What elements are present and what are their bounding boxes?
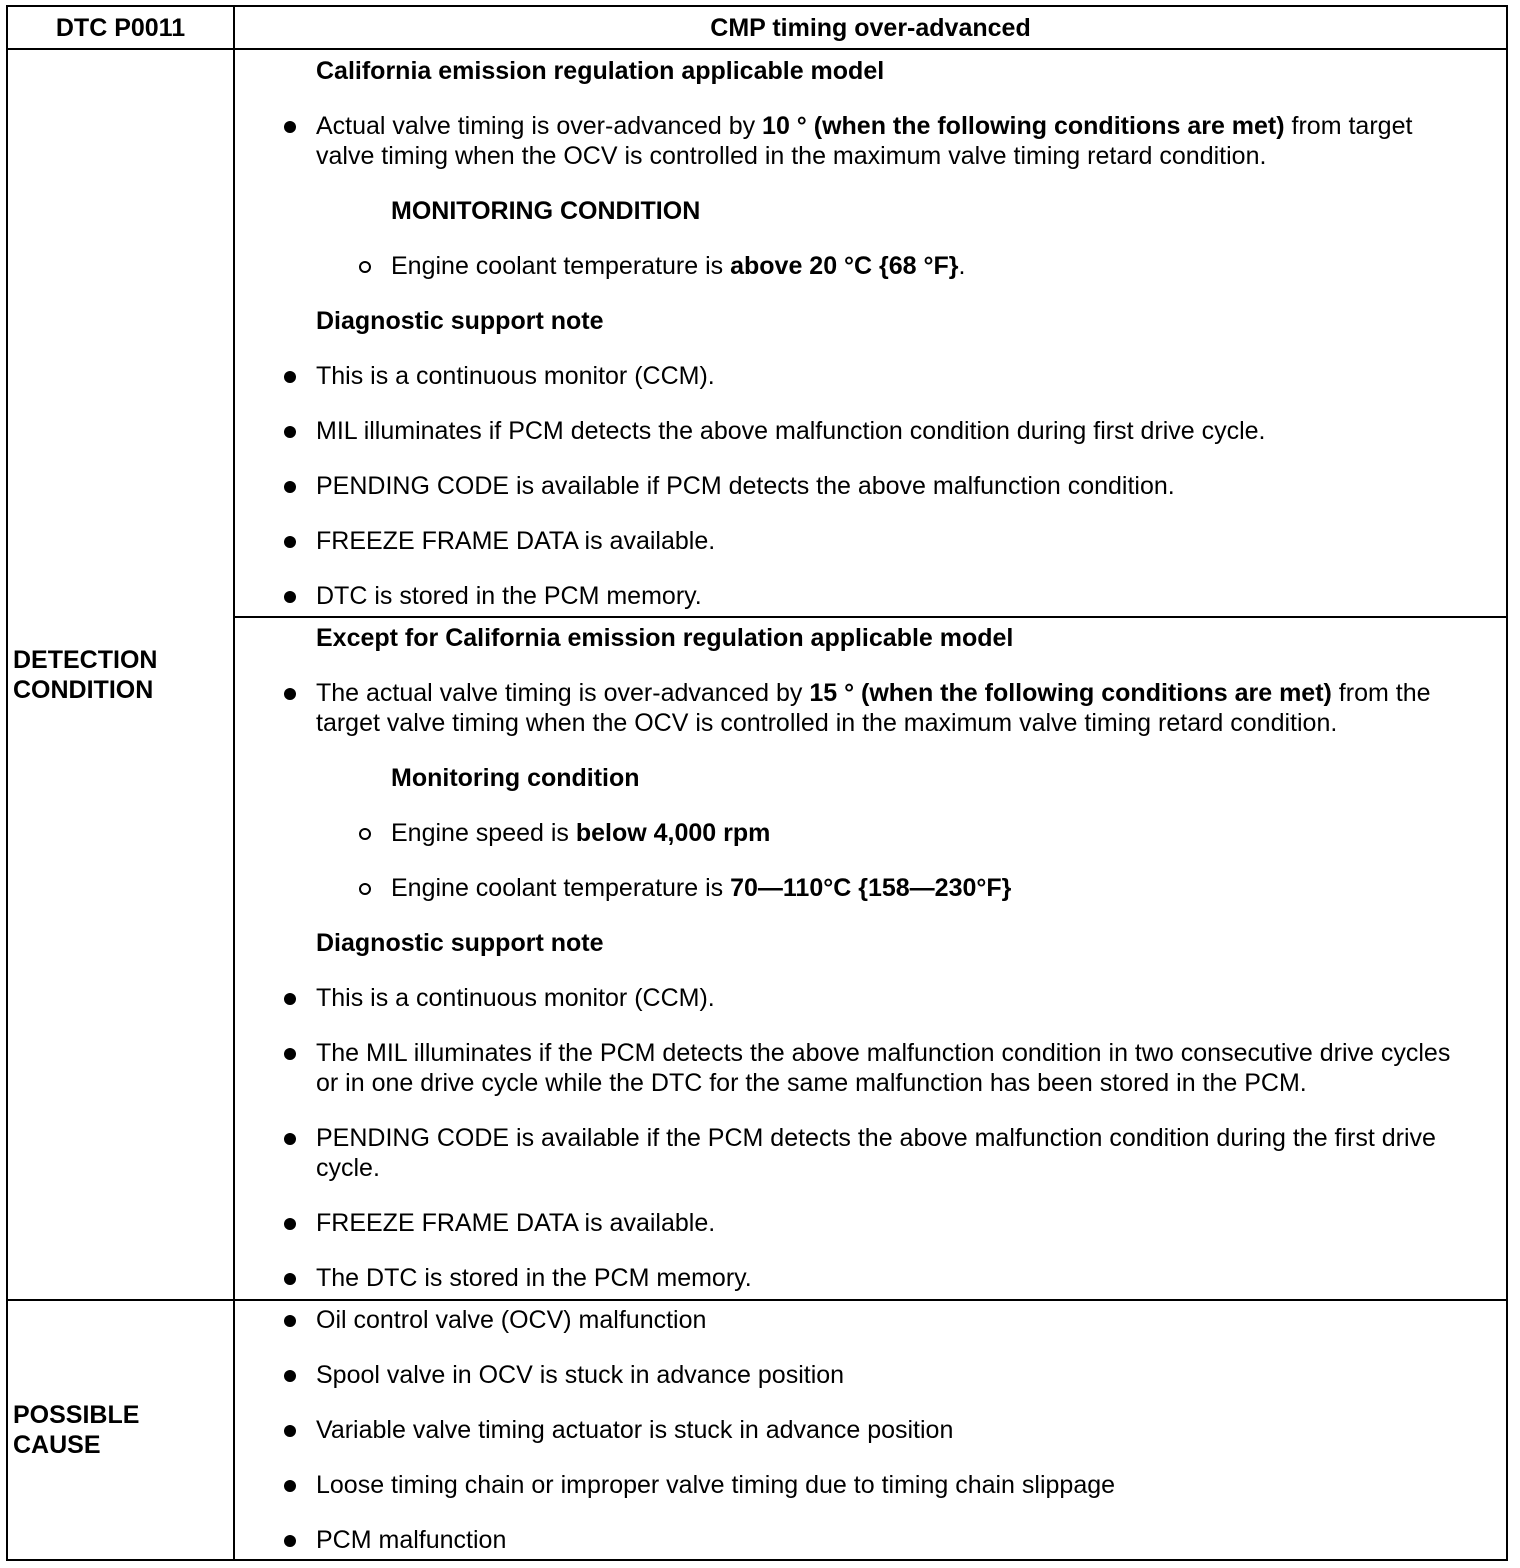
diagnostic-note-item [316, 1208, 1462, 1238]
possible-cause-item [316, 1360, 1462, 1390]
possible-cause-list [316, 1305, 1462, 1555]
item-text: Variable valve timing actuator is stuck in advance position [316, 1416, 954, 1444]
bullet-icon [284, 481, 296, 493]
circle-bullet-icon [359, 261, 371, 273]
circle-bullet-icon [359, 828, 371, 840]
diagnostic-note-item [316, 471, 1462, 501]
detection-condition-label: DETECTION CONDITION [13, 645, 158, 704]
bullet-icon [284, 371, 296, 383]
bullet-icon [284, 688, 296, 700]
item-bold-text: 70—110°C {158—230°F} [730, 874, 1012, 902]
possible-cause-label-cell [13, 1301, 213, 1559]
diagnostic-note-item [316, 983, 1462, 1013]
bullet-icon [284, 1480, 296, 1492]
detection-condition-item [316, 678, 1462, 738]
monitoring-condition-item [391, 251, 1462, 281]
bullet-icon [284, 426, 296, 438]
diagnostic-note-item [316, 1123, 1462, 1183]
diagnostic-note-item [316, 1038, 1462, 1098]
item-text: . [958, 252, 966, 280]
diagnostic-note-item [316, 1263, 1462, 1293]
monitoring-condition-item [391, 873, 1462, 903]
item-text: The MIL illuminates if the PCM detects the above malfunction condition in two consecutive drive cycles or in one drive cycle while the DTC for the same malfunction has been stored in the PCM. [316, 1039, 1451, 1097]
possible-cause-item [316, 1525, 1462, 1555]
item-text: MIL illuminates if PCM detects the above malfunction condition during first drive cycle. [316, 417, 1266, 445]
item-text: PENDING CODE is available if the PCM detects the above malfunction condition during the first drive cycle. [316, 1124, 1436, 1182]
bullet-icon [284, 1273, 296, 1285]
item-bold-text: above 20 °C {68 °F} [730, 252, 959, 280]
item-text: The DTC is stored in the PCM memory. [316, 1264, 752, 1292]
item-text: This is a continuous monitor (CCM). [316, 984, 715, 1012]
bullet-icon [284, 1133, 296, 1145]
item-text: Actual valve timing is over-advanced by [316, 112, 763, 140]
bullet-icon [284, 1315, 296, 1327]
possible-cause-item [316, 1470, 1462, 1500]
california-model-section [316, 56, 1462, 611]
item-text: Engine speed is [391, 819, 576, 847]
bullet-icon [284, 1218, 296, 1230]
item-text: FREEZE FRAME DATA is available. [316, 527, 716, 555]
item-text: Engine coolant temperature is [391, 874, 731, 902]
section-heading: California emission regulation applicable model [316, 57, 885, 85]
bullet-icon [284, 1370, 296, 1382]
diagnostic-note-item [316, 581, 1462, 611]
item-text: The actual valve timing is over-advanced by [316, 679, 810, 707]
model-section-divider [233, 616, 1508, 618]
item-text: PENDING CODE is available if PCM detects the above malfunction condition. [316, 472, 1175, 500]
diagnostic-note-item [316, 361, 1462, 391]
item-bold-text: below 4,000 rpm [575, 819, 771, 847]
bullet-icon [284, 121, 296, 133]
item-text: FREEZE FRAME DATA is available. [316, 1209, 716, 1237]
monitoring-condition-heading: MONITORING CONDITION [391, 197, 701, 225]
diagnostic-note-heading: Diagnostic support note [316, 929, 604, 957]
section-heading: Except for California emission regulation applicable model [316, 624, 1014, 652]
item-text: from target valve timing when the OCV is controlled in the maximum valve timing retard condition. [316, 112, 1413, 170]
item-text: Engine coolant temperature is [391, 252, 731, 280]
item-bold-text: 10 ° (when the following conditions are met) [762, 112, 1285, 140]
monitoring-condition-item [391, 818, 1462, 848]
item-text: Loose timing chain or improper valve timing due to timing chain slippage [316, 1471, 1116, 1499]
dtc-title: CMP timing over-advanced [710, 13, 1031, 42]
detection-condition-item [316, 111, 1462, 171]
possible-cause-item [316, 1305, 1462, 1335]
bullet-icon [284, 993, 296, 1005]
header-row-divider [6, 48, 1508, 50]
circle-bullet-icon [359, 883, 371, 895]
dtc-title-cell [235, 7, 1506, 48]
diagnostic-note-item [316, 526, 1462, 556]
possible-cause-label: POSSIBLE CAUSE [13, 1401, 140, 1459]
bullet-icon [284, 591, 296, 603]
bullet-icon [284, 536, 296, 548]
column-divider [233, 5, 235, 1561]
dtc-code-cell [8, 7, 233, 48]
bullet-icon [284, 1048, 296, 1060]
item-text: DTC is stored in the PCM memory. [316, 582, 702, 610]
diagnostic-note-item [316, 416, 1462, 446]
item-text: Spool valve in OCV is stuck in advance position [316, 1361, 845, 1389]
possible-cause-item [316, 1415, 1462, 1445]
item-text: This is a continuous monitor (CCM). [316, 362, 715, 390]
dtc-code: DTC P0011 [55, 13, 186, 42]
bullet-icon [284, 1535, 296, 1547]
item-text: Oil control valve (OCV) malfunction [316, 1306, 707, 1334]
detection-condition-label-cell [13, 50, 213, 1299]
monitoring-condition-heading: Monitoring condition [391, 764, 640, 792]
item-text: PCM malfunction [316, 1526, 507, 1554]
cause-row-divider [6, 1299, 1508, 1301]
item-text: from the target valve timing when the OCV is controlled in the maximum valve timing retard condition. [316, 679, 1431, 737]
diagnostic-note-heading: Diagnostic support note [316, 307, 604, 335]
item-bold-text: 15 ° (when the following conditions are met) [809, 679, 1332, 707]
except-california-section [316, 623, 1462, 1293]
bullet-icon [284, 1425, 296, 1437]
